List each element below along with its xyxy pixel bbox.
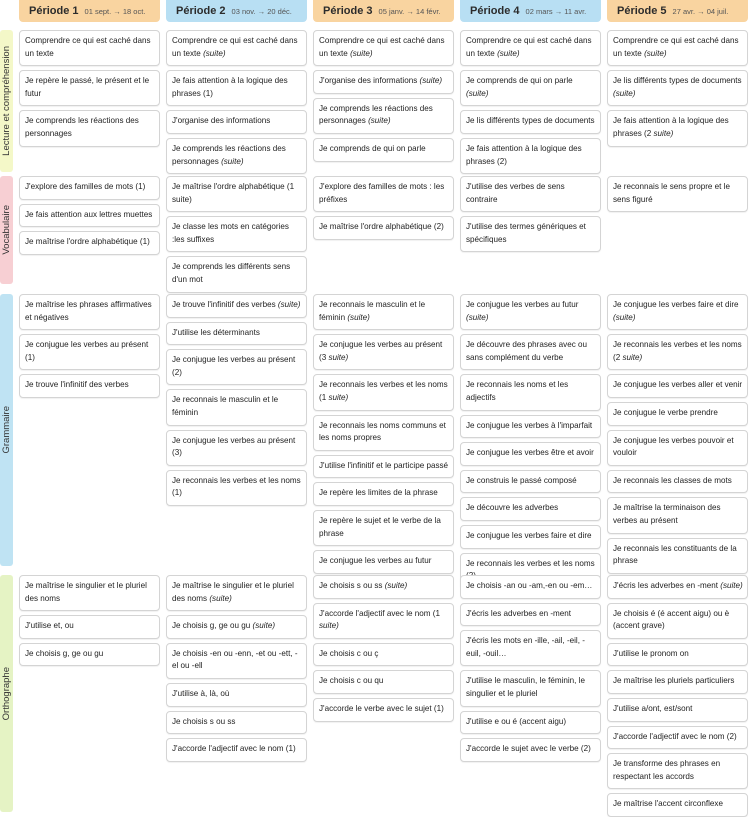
skill-card[interactable]: Je conjugue les verbes à l'imparfait bbox=[460, 415, 601, 439]
section-2-period-2-column bbox=[166, 176, 307, 293]
skill-card[interactable]: Je conjugue les verbes au futur (suite) bbox=[460, 294, 601, 330]
skill-card[interactable]: J'explore des familles de mots : les préfixes bbox=[313, 176, 454, 212]
skill-card[interactable]: Comprendre ce qui est caché dans un texte (suite) bbox=[607, 30, 748, 66]
period-header-4 bbox=[460, 0, 601, 22]
skill-card[interactable]: Je conjugue les verbes faire et dire (suite) bbox=[607, 294, 748, 330]
skill-card[interactable]: Comprendre ce qui est caché dans un texte (suite) bbox=[460, 30, 601, 66]
period-title: Période 2 bbox=[176, 5, 226, 17]
skill-card[interactable]: J'utilise l'infinitif et le participe passé bbox=[313, 455, 454, 479]
skill-card[interactable]: Je fais attention à la logique des phrases (1) bbox=[166, 70, 307, 106]
skill-card[interactable]: Je maîtrise l'accent circonflexe bbox=[607, 793, 748, 817]
skill-card[interactable]: Je choisis -en ou -enn, -et ou -ett, -el ou -ell bbox=[166, 643, 307, 679]
skill-card[interactable]: Je conjugue les verbes être et avoir bbox=[460, 442, 601, 466]
skill-card[interactable]: Je reconnais les constituants de la phrase bbox=[607, 538, 748, 574]
skill-card[interactable]: J'accorde l'adjectif avec le nom (1) bbox=[166, 738, 307, 762]
section-title: Orthographe bbox=[1, 666, 12, 721]
skill-card[interactable]: J'utilise les déterminants bbox=[166, 322, 307, 346]
skill-card[interactable]: Je comprends les réactions des personnages bbox=[19, 110, 160, 146]
skill-card[interactable]: Je conjugue les verbes au présent (3 suite) bbox=[313, 334, 454, 370]
skill-card[interactable]: J'utilise et, ou bbox=[19, 615, 160, 639]
skill-card[interactable]: Je fais attention aux lettres muettes bbox=[19, 204, 160, 228]
skill-card[interactable]: Je maîtrise les pluriels particuliers bbox=[607, 670, 748, 694]
skill-card[interactable]: J'utilise le masculin, le féminin, le singulier et le pluriel bbox=[460, 670, 601, 706]
skill-card[interactable]: Je conjugue les verbes au futur bbox=[313, 550, 454, 574]
skill-card[interactable]: Je reconnais les noms communs et les noms propres bbox=[313, 415, 454, 451]
period-title: Période 4 bbox=[470, 5, 520, 17]
skill-card[interactable]: Je choisis -an ou -am,-en ou -em… bbox=[460, 575, 601, 599]
skill-card[interactable]: Je choisis é (é accent aigu) ou è (accent grave) bbox=[607, 603, 748, 639]
skill-card[interactable]: Je fais attention à la logique des phrases (2 suite) bbox=[607, 110, 748, 146]
skill-card[interactable]: J'organise des informations (suite) bbox=[313, 70, 454, 94]
skill-card[interactable]: Je maîtrise les phrases affirmatives et négatives bbox=[19, 294, 160, 330]
skill-card[interactable]: Je repère le passé, le présent et le futur bbox=[19, 70, 160, 106]
skill-card[interactable]: Je reconnais les verbes et les noms bbox=[460, 553, 601, 589]
skill-card[interactable]: Je trouve l'infinitif des verbes (suite) bbox=[166, 294, 307, 318]
skill-card[interactable]: Je reconnais les verbes et les noms (1 suite) bbox=[313, 374, 454, 410]
skill-card[interactable]: Je comprends de qui on parle (suite) bbox=[460, 70, 601, 106]
skill-card[interactable]: Je construis le passé composé bbox=[460, 470, 601, 494]
skill-card[interactable]: Je comprends les réactions des personnages (suite) bbox=[166, 138, 307, 174]
skill-card[interactable]: J'écris les adverbes en -ment (suite) bbox=[607, 575, 748, 599]
period-header-3 bbox=[313, 0, 454, 22]
skill-card[interactable]: Je maîtrise l'ordre alphabétique (2) bbox=[313, 216, 454, 240]
skill-card[interactable]: Je conjugue les verbes au présent (1) bbox=[19, 334, 160, 370]
skill-card[interactable]: Je repère le sujet et le verbe de la phrase bbox=[313, 510, 454, 546]
period-title: Période 3 bbox=[323, 5, 373, 17]
section-title: Lecture et compréhension bbox=[1, 46, 12, 156]
section-label-4 bbox=[0, 575, 13, 812]
section-4-period-4-column bbox=[460, 575, 601, 762]
skill-card[interactable]: Je maîtrise le singulier et le pluriel des noms (suite) bbox=[166, 575, 307, 611]
skill-card[interactable]: J'utilise des verbes de sens contraire bbox=[460, 176, 601, 212]
skill-card[interactable]: J'accorde l'adjectif avec le nom (1 suite) bbox=[313, 603, 454, 639]
skill-card[interactable]: Je reconnais le sens propre et le sens figuré bbox=[607, 176, 748, 212]
skill-card[interactable]: Comprendre ce qui est caché dans un texte (suite) bbox=[166, 30, 307, 66]
skill-card[interactable]: Je choisis g, ge ou gu bbox=[19, 643, 160, 667]
section-2-period-3-column bbox=[313, 176, 454, 240]
skill-card[interactable]: Je maîtrise l'ordre alphabétique (1 suite) bbox=[166, 176, 307, 212]
section-3-period-4-column bbox=[460, 294, 601, 589]
section-1-period-2-column bbox=[166, 30, 307, 174]
skill-card[interactable]: Je découvre des phrases avec ou sans complément du verbe bbox=[460, 334, 601, 370]
skill-card[interactable]: Comprendre ce qui est caché dans un texte (suite) bbox=[313, 30, 454, 66]
skill-card[interactable]: Comprendre ce qui est caché dans un texte bbox=[19, 30, 160, 66]
section-2-period-4-column bbox=[460, 176, 601, 252]
skill-card[interactable]: Je reconnais le masculin et le féminin (suite) bbox=[313, 294, 454, 330]
skill-card[interactable]: Je maîtrise l'ordre alphabétique (1) bbox=[19, 231, 160, 255]
skill-card[interactable]: Je reconnais les classes de mots bbox=[607, 470, 748, 494]
section-title: Grammaire bbox=[1, 406, 12, 454]
period-dates: 03 nov. → 20 déc. bbox=[231, 6, 292, 16]
skill-card[interactable]: Je conjugue les verbes pouvoir et vouloir bbox=[607, 430, 748, 466]
section-1-period-3-column bbox=[313, 30, 454, 162]
skill-card[interactable]: Je conjugue les verbes au présent (2) bbox=[166, 349, 307, 385]
period-dates: 05 janv. → 14 févr. bbox=[378, 6, 441, 16]
section-1-period-1-column bbox=[19, 30, 160, 147]
skill-card[interactable]: Je choisis c ou ç bbox=[313, 643, 454, 667]
period-dates: 02 mars → 11 avr. bbox=[525, 6, 587, 16]
section-title: Vocabulaire bbox=[1, 205, 12, 255]
section-1-period-5-column bbox=[607, 30, 748, 147]
period-header-1 bbox=[19, 0, 160, 22]
skill-card[interactable]: Je maîtrise le singulier et le pluriel des noms bbox=[19, 575, 160, 611]
skill-card[interactable]: Je conjugue les verbes aller et venir bbox=[607, 374, 748, 398]
skill-card[interactable]: J'utilise e ou é (accent aigu) bbox=[460, 711, 601, 735]
section-4-period-2-column bbox=[166, 575, 307, 762]
section-label-3 bbox=[0, 294, 13, 566]
section-3-period-2-column bbox=[166, 294, 307, 506]
skill-card[interactable]: Je lis différents types de documents bbox=[460, 110, 601, 134]
section-1-period-4-column bbox=[460, 30, 601, 174]
skill-card[interactable]: J'utilise a/ont, est/sont bbox=[607, 698, 748, 722]
skill-card[interactable]: Je comprends les différents sens d'un mot bbox=[166, 256, 307, 292]
section-label-1 bbox=[0, 30, 13, 172]
section-2-period-1-column bbox=[19, 176, 160, 255]
skill-card[interactable]: Je choisis s ou ss (suite) bbox=[313, 575, 454, 599]
section-4-period-1-column bbox=[19, 575, 160, 666]
section-2-period-5-column bbox=[607, 176, 748, 212]
skill-card[interactable]: Je reconnais les noms et les adjectifs bbox=[460, 374, 601, 410]
period-header-2 bbox=[166, 0, 307, 22]
skill-card[interactable]: Je trouve l'infinitif des verbes bbox=[19, 374, 160, 398]
skill-card[interactable]: J'écris les mots en -ille, -ail, -eil, -euil, -ouil… bbox=[460, 630, 601, 666]
skill-card[interactable]: Je repère les limites de la phrase bbox=[313, 482, 454, 506]
section-label-2 bbox=[0, 176, 13, 284]
skill-card[interactable]: Je comprends de qui on parle bbox=[313, 138, 454, 162]
skill-card[interactable]: J'écris les adverbes en -ment bbox=[460, 603, 601, 627]
skill-card[interactable]: J'organise des informations bbox=[166, 110, 307, 134]
section-4-period-3-column bbox=[313, 575, 454, 722]
period-title: Période 5 bbox=[617, 5, 667, 17]
skill-card[interactable]: Je choisis s ou ss bbox=[166, 711, 307, 735]
skill-card[interactable]: J'utilise à, là, où bbox=[166, 683, 307, 707]
period-dates: 01 sept. → 18 oct. bbox=[84, 6, 146, 16]
skill-card[interactable]: Je transforme des phrases en respectant les accords bbox=[607, 753, 748, 789]
period-title: Période 1 bbox=[29, 5, 79, 17]
skill-card[interactable]: Je lis différents types de documents (suite) bbox=[607, 70, 748, 106]
period-dates: 27 avr. → 04 juil. bbox=[672, 6, 729, 16]
skill-card[interactable]: J'accorde le sujet avec le verbe (2) bbox=[460, 738, 601, 762]
skill-card[interactable]: J'accorde l'adjectif avec le nom (2) bbox=[607, 726, 748, 750]
skill-card[interactable]: Je conjugue les verbes au présent (3) bbox=[166, 430, 307, 466]
skill-card[interactable]: Je choisis c ou qu bbox=[313, 670, 454, 694]
skill-card[interactable]: J'utilise des termes génériques et spécifiques bbox=[460, 216, 601, 252]
skill-card[interactable]: J'utilise le pronom on bbox=[607, 643, 748, 667]
skill-card[interactable]: Je reconnais le masculin et le féminin bbox=[166, 389, 307, 425]
skill-card[interactable]: Je fais attention à la logique des phrases (2) bbox=[460, 138, 601, 174]
section-4-period-5-column bbox=[607, 575, 748, 817]
skill-card[interactable]: Je reconnais les verbes et les noms (2 suite) bbox=[607, 334, 748, 370]
skill-card[interactable]: J'explore des familles de mots (1) bbox=[19, 176, 160, 200]
section-3-period-5-column bbox=[607, 294, 748, 574]
skill-card[interactable]: Je classe les mots en catégories :les suffixes bbox=[166, 216, 307, 252]
skill-card[interactable]: Je reconnais les verbes et les noms (1) bbox=[166, 470, 307, 506]
skill-card[interactable]: Je choisis g, ge ou gu (suite) bbox=[166, 615, 307, 639]
skill-card[interactable]: Je conjugue le verbe prendre bbox=[607, 402, 748, 426]
section-3-period-3-column bbox=[313, 294, 454, 574]
skill-card[interactable]: Je maîtrise la terminaison des verbes au présent bbox=[607, 497, 748, 533]
skill-card[interactable]: Je découvre les adverbes bbox=[460, 497, 601, 521]
skill-card[interactable]: Je conjugue les verbes faire et dire bbox=[460, 525, 601, 549]
section-3-period-1-column bbox=[19, 294, 160, 398]
skill-card[interactable]: Je comprends les réactions des personnages (suite) bbox=[313, 98, 454, 134]
period-header-5 bbox=[607, 0, 748, 22]
skill-card[interactable]: J'accorde le verbe avec le sujet (1) bbox=[313, 698, 454, 722]
